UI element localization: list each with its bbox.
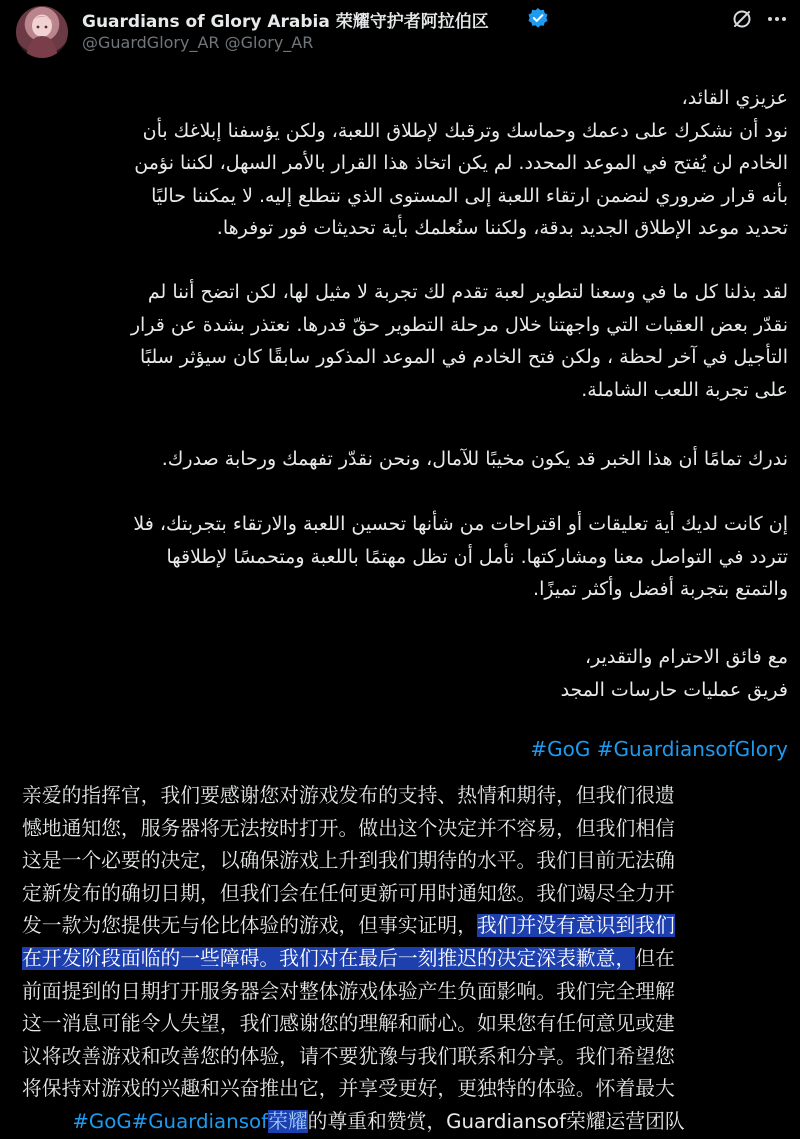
text-segment: 亲爱的指挥官，我们要感谢您对游戏发布的支持、热情和期待，但我们很遗 (22, 784, 675, 807)
text-line: لقد بذلنا كل ما في وسعنا لتطوير لعبة تقدم لك تجربة لا مثيل لها، لكن اتضح أننا لم (147, 281, 788, 303)
arabic-paragraph-2 (18, 276, 788, 406)
text-line: بأنه قرار ضروري لنضمن ارتقاء اللعبة إلى المستوى الذي نتطلع إليه. لا يمكننا حاليًا (151, 184, 788, 207)
text-segment: 的尊重和赞赏，Guardiansof荣耀运营团队 (307, 1109, 685, 1133)
arabic-paragraph-1 (18, 82, 788, 245)
text-segment: 发一款为您提供无与伦比体验的游戏，但事实证明， (22, 914, 477, 938)
text-line: إن كانت لديك أية تعليقات أو اقتراحات من شأنها تحسين اللعبة والارتقاء بتجربتك، فلا (133, 513, 788, 535)
text-segment: 憾地通知您，服务器将无法按时打开。做出这个决定并不容易，但我们相信 (22, 816, 675, 840)
text-segment: 这一消息可能令人失望，我们感谢您的理解和耐心。如果您有任何意见或建 (22, 1012, 675, 1036)
hashtag-link[interactable]: 荣耀 (268, 1109, 308, 1133)
arabic-signature (18, 641, 788, 706)
text-line (22, 1073, 792, 1106)
more-options-icon[interactable] (764, 6, 790, 32)
text-line: نقدّر بعض العقبات التي واجهتنا خلال مرحلة التطوير حقّ قدرها. نعتذر بشدة عن قرار (130, 313, 788, 336)
selected-text: 我们并没有意识到我们 (476, 914, 675, 938)
text-segment: 议将改善游戏和改善您的体验，请不要犹豫与我们联系和分享。我们希望您 (22, 1044, 675, 1068)
user-handles[interactable]: @GuardGlory_AR @Glory_AR (82, 33, 314, 52)
avatar[interactable] (16, 6, 68, 58)
text-segment: 前面提到的日期打开服务器会对整体游戏体验产生负面影响。我们完全理解 (22, 979, 675, 1003)
text-segment: 将保持对游戏的兴趣和兴奋推出它，并享受更好，更独特的体验。怀着最大 (22, 1077, 675, 1101)
arabic-paragraph-4 (18, 508, 788, 606)
grok-icon[interactable] (731, 8, 753, 30)
text-line: التأجيل في آخر لحظة ، ولكن فتح الخادم في الموعد المذكور سابقًا كان سيؤثر سلبًا (139, 346, 788, 368)
text-line (22, 1041, 792, 1074)
text-line: عزيزي القائد، (681, 87, 788, 109)
text-line (22, 780, 792, 813)
text-segment: 但在 (635, 946, 675, 970)
text-line (22, 1008, 792, 1041)
hashtag-links[interactable]: #GoG #GuardiansofGlory (530, 737, 788, 761)
chinese-paragraph (22, 780, 792, 1139)
verified-badge-icon (527, 7, 549, 29)
text-line: على تجربة اللعب الشاملة. (581, 378, 788, 401)
text-line (22, 845, 792, 878)
text-line: ندرك تمامًا أن هذا الخبر قد يكون مخيبًا للآمال، ونحن نقدّر تفهمك ورحابة صدرك. (161, 448, 788, 470)
text-line: تحديد موعد الإطلاق الجديد بدقة، ولكننا سنُعلمك بأية تحديثات فور توفرها. (216, 217, 788, 239)
text-line: فريق عمليات حارسات المجد (560, 678, 788, 701)
text-line: والتمتع بتجربة أفضل وأكثر تميزًا. (533, 578, 788, 600)
hashtag-link[interactable]: #GoG#Guardiansof (72, 1109, 269, 1133)
text-segment: 这是一个必要的决定，以确保游戏上升到我们期待的水平。我们目前无法确 (22, 849, 675, 873)
text-line: مع فائق الاحترام والتقدير، (585, 646, 788, 668)
text-line (22, 878, 792, 911)
display-name[interactable]: Guardians of Glory Arabia 荣耀守护者阿拉伯区 (82, 12, 489, 32)
text-line: تتردد في التواصل معنا ومشاركتها. نأمل أن تظل مهتمًا باللعبة ومتحمسًا لإطلاقها (166, 545, 788, 568)
text-line (22, 943, 792, 976)
avatar-portrait-icon (16, 6, 68, 58)
text-line (22, 813, 792, 846)
text-segment (22, 1110, 72, 1133)
text-line (22, 1106, 792, 1139)
text-line: الخادم لن يُفتح في الموعد المحدد. لم يكن اتخاذ هذا القرار بالأمر السهل، لكننا نؤمن (134, 152, 788, 174)
selected-text: 在开发阶段面临的一些障碍。我们对在最后一刻推迟的决定深表歉意， (22, 946, 636, 970)
text-line: نود أن نشكرك على دعمك وحماسك وترقبك لإطلاق اللعبة، ولكن يؤسفنا إبلاغك بأن (142, 119, 788, 142)
text-line (22, 910, 792, 943)
arabic-paragraph-3 (18, 443, 788, 476)
text-line (22, 976, 792, 1009)
post-header (0, 0, 800, 60)
text-segment: 定新发布的确切日期，但我们会在任何更新可用时通知您。我们竭尽全力开 (22, 881, 675, 905)
